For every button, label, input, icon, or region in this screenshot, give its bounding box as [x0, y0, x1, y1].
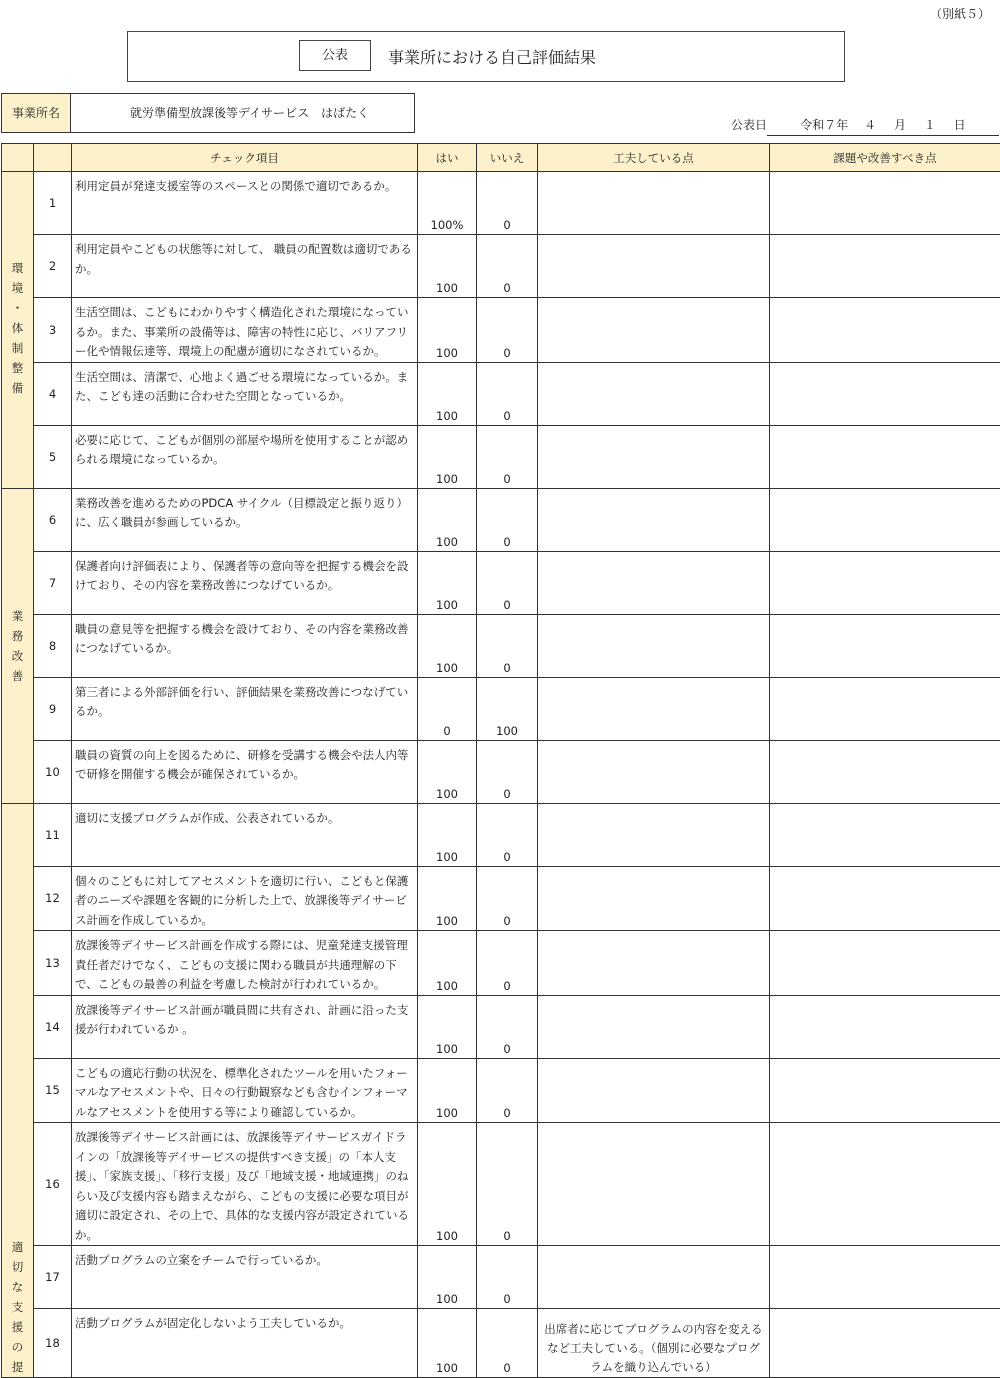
table-row	[2, 1309, 1000, 1378]
row-number: 5	[34, 425, 72, 488]
effort-cell	[538, 1246, 770, 1309]
yes-count: 100	[418, 1123, 477, 1246]
table-row	[2, 614, 1000, 677]
issue-cell	[770, 1309, 1000, 1378]
no-count: 0	[477, 235, 538, 298]
yes-count: 100	[418, 1058, 477, 1123]
table-row	[2, 235, 1000, 298]
category-char: 善	[2, 666, 33, 686]
category-char: 改	[2, 646, 33, 666]
header-effort: 工夫している点	[538, 144, 770, 172]
no-count: 0	[477, 803, 538, 866]
yes-count: 100	[418, 425, 477, 488]
office-name-value: 就労準備型放課後等デイサービス はばたく	[71, 94, 414, 132]
check-item-text: 放課後等デイサービス計画が職員間に共有され、計画に沿った支援が行われているか 。	[72, 995, 418, 1058]
header-number	[34, 144, 72, 172]
issue-cell	[770, 362, 1000, 425]
category-char: な	[2, 1277, 33, 1297]
issue-cell	[770, 866, 1000, 931]
no-count: 0	[477, 551, 538, 614]
check-item-text: 職員の資質の向上を図るために、研修を受講する機会や法人内等で研修を開催する機会が確保されているか。	[72, 740, 418, 803]
yes-count: 100	[418, 488, 477, 551]
publication-date	[767, 116, 999, 136]
effort-cell	[538, 488, 770, 551]
row-number: 7	[34, 551, 72, 614]
issue-cell	[770, 677, 1000, 740]
publication-badge: 公表	[299, 40, 371, 71]
yes-count: 100	[418, 931, 477, 996]
effort-cell	[538, 1123, 770, 1246]
yes-count: 100	[418, 995, 477, 1058]
row-number: 9	[34, 677, 72, 740]
issue-cell	[770, 1123, 1000, 1246]
yes-count: 100	[418, 614, 477, 677]
table-row	[2, 551, 1000, 614]
issue-cell	[770, 1058, 1000, 1123]
row-number: 8	[34, 614, 72, 677]
issue-cell	[770, 1246, 1000, 1309]
check-item-text: 第三者による外部評価を行い、評価結果を業務改善につなげているか。	[72, 677, 418, 740]
no-count: 0	[477, 1309, 538, 1378]
yes-count: 100	[418, 551, 477, 614]
effort-cell	[538, 995, 770, 1058]
effort-cell	[538, 866, 770, 931]
category-cell	[2, 488, 34, 803]
evaluation-table	[1, 143, 1000, 1378]
table-row	[2, 740, 1000, 803]
no-count: 0	[477, 172, 538, 235]
category-char: 業	[2, 606, 33, 626]
effort-cell	[538, 425, 770, 488]
table-body	[2, 172, 1000, 1378]
no-count: 0	[477, 1246, 538, 1309]
check-item-text: 保護者向け評価表により、保護者等の意向等を把握する機会を設けており、その内容を業務改善につなげているか。	[72, 551, 418, 614]
table-row	[2, 995, 1000, 1058]
table-row	[2, 1058, 1000, 1123]
check-item-text: 利用定員やこどもの状態等に対して、 職員の配置数は適切であるか。	[72, 235, 418, 298]
no-count: 0	[477, 298, 538, 363]
issue-cell	[770, 298, 1000, 363]
category-char: の	[2, 1337, 33, 1357]
table-row	[2, 298, 1000, 363]
effort-cell	[538, 362, 770, 425]
check-item-text: 生活空間は、こどもにわかりやすく構造化された環境になっているか。また、事業所の設備等は、障害の特性に応じ、バリアフリー化や情報伝達等、環境上の配慮が適切になされているか。	[72, 298, 418, 363]
header-yes: はい	[418, 144, 477, 172]
table-row	[2, 677, 1000, 740]
no-count: 0	[477, 995, 538, 1058]
publication-day-unit: 日	[954, 116, 966, 133]
table-row	[2, 488, 1000, 551]
no-count: 0	[477, 425, 538, 488]
row-number: 10	[34, 740, 72, 803]
check-item-text: 放課後等デイサービス計画には、放課後等デイサービスガイドラインの「放課後等デイサービスの提供すべき支援」の「本人支援」、「家族支援」、「移行支援」及び「地域支援・地域連携」のねらい及び支援内容も踏まえながら、こどもの支援に必要な項目が適切に設定され、その上で、具体的な支援内容が設定されているか。	[72, 1123, 418, 1246]
issue-cell	[770, 931, 1000, 996]
table-row	[2, 1246, 1000, 1309]
yes-count: 0	[418, 677, 477, 740]
row-number: 13	[34, 931, 72, 996]
yes-count: 100	[418, 1309, 477, 1378]
row-number: 16	[34, 1123, 72, 1246]
check-item-text: 放課後等デイサービス計画を作成する際には、児童発達支援管理責任者だけでなく、こどもの支援に関わる職員が共通理解の下で、こどもの最善の利益を考慮した検討が行われているか。	[72, 931, 418, 996]
yes-count: 100	[418, 866, 477, 931]
no-count: 0	[477, 362, 538, 425]
yes-count: 100	[418, 740, 477, 803]
annex-label: （別紙５）	[930, 5, 990, 22]
category-char: 援	[2, 1317, 33, 1337]
effort-cell	[538, 740, 770, 803]
table-row	[2, 172, 1000, 235]
table-row	[2, 1123, 1000, 1246]
issue-cell	[770, 614, 1000, 677]
yes-count: 100	[418, 362, 477, 425]
check-item-text: 業務改善を進めるためのPDCA サイクル（目標設定と振り返り）に、広く職員が参画しているか。	[72, 488, 418, 551]
check-item-text: 利用定員が発達支援室等のスペースとの関係で適切であるか。	[72, 172, 418, 235]
table-header-row	[2, 144, 1000, 172]
category-char: 適	[2, 1237, 33, 1257]
effort-cell	[538, 803, 770, 866]
header-issues: 課題や改善すべき点	[770, 144, 1000, 172]
no-count: 0	[477, 488, 538, 551]
publication-date-label: 公表日	[731, 116, 767, 133]
publication-era-year: 令和７年	[800, 116, 848, 133]
check-item-text: 個々のこどもに対してアセスメントを適切に行い、こどもと保護者のニーズや課題を客観的に分析した上で、放課後等デイサービス計画を作成しているか。	[72, 866, 418, 931]
category-char: 切	[2, 1257, 33, 1277]
row-number: 15	[34, 1058, 72, 1123]
issue-cell	[770, 488, 1000, 551]
check-item-text: 活動プログラムの立案をチームで行っているか。	[72, 1246, 418, 1309]
yes-count: 100	[418, 803, 477, 866]
publication-day: １	[924, 116, 936, 133]
row-number: 1	[34, 172, 72, 235]
no-count: 0	[477, 1123, 538, 1246]
check-item-text: 生活空間は、清潔で、心地よく過ごせる環境になっているか。また、こども達の活動に合わせた空間となっているか。	[72, 362, 418, 425]
category-char: 整	[2, 358, 33, 378]
yes-count: 100	[418, 1246, 477, 1309]
page-title: 事業所における自己評価結果	[388, 45, 596, 68]
check-item-text: 必要に応じて、こどもが個別の部屋や場所を使用することが認められる環境になっているか。	[72, 425, 418, 488]
issue-cell	[770, 235, 1000, 298]
table-row	[2, 425, 1000, 488]
header-no: いいえ	[477, 144, 538, 172]
header-category	[2, 144, 34, 172]
category-char: 備	[2, 378, 33, 398]
effort-cell	[538, 1058, 770, 1123]
category-char: 務	[2, 626, 33, 646]
effort-cell	[538, 551, 770, 614]
table-row	[2, 866, 1000, 931]
issue-cell	[770, 551, 1000, 614]
yes-count: 100	[418, 298, 477, 363]
issue-cell	[770, 995, 1000, 1058]
effort-cell	[538, 614, 770, 677]
row-number: 6	[34, 488, 72, 551]
category-char: 制	[2, 338, 33, 358]
yes-count: 100	[418, 235, 477, 298]
row-number: 3	[34, 298, 72, 363]
row-number: 17	[34, 1246, 72, 1309]
title-box	[127, 31, 845, 82]
publication-month-unit: 月	[894, 116, 906, 133]
effort-cell	[538, 931, 770, 996]
no-count: 100	[477, 677, 538, 740]
category-char: ・	[2, 298, 33, 318]
no-count: 0	[477, 931, 538, 996]
no-count: 0	[477, 740, 538, 803]
check-item-text: 職員の意見等を把握する機会を設けており、その内容を業務改善につなげているか。	[72, 614, 418, 677]
office-name-label: 事業所名	[2, 94, 71, 132]
effort-cell	[538, 172, 770, 235]
row-number: 14	[34, 995, 72, 1058]
row-number: 4	[34, 362, 72, 425]
row-number: 11	[34, 803, 72, 866]
header-check-item: チェック項目	[72, 144, 418, 172]
effort-cell	[538, 677, 770, 740]
check-item-text: こどもの適応行動の状況を、標準化されたツールを用いたフォーマルなアセスメントや、日々の行動観察なども含むインフォーマルなアセスメントを使用する等により確認しているか。	[72, 1058, 418, 1123]
issue-cell	[770, 803, 1000, 866]
row-number: 2	[34, 235, 72, 298]
issue-cell	[770, 740, 1000, 803]
effort-cell: 出席者に応じてプログラムの内容を変えるなど工夫している。（個別に必要なプログラムを織り込んでいる）	[538, 1309, 770, 1378]
no-count: 0	[477, 866, 538, 931]
row-number: 18	[34, 1309, 72, 1378]
no-count: 0	[477, 1058, 538, 1123]
effort-cell	[538, 235, 770, 298]
category-char: 境	[2, 278, 33, 298]
category-char: 支	[2, 1297, 33, 1317]
row-number: 12	[34, 866, 72, 931]
category-char: 環	[2, 258, 33, 278]
check-item-text: 適切に支援プログラムが作成、公表されているか。	[72, 803, 418, 866]
table-row	[2, 362, 1000, 425]
issue-cell	[770, 425, 1000, 488]
category-cell	[2, 172, 34, 489]
no-count: 0	[477, 614, 538, 677]
publication-month: ４	[864, 116, 876, 133]
table-row	[2, 803, 1000, 866]
category-char: 体	[2, 318, 33, 338]
yes-count: 100%	[418, 172, 477, 235]
category-cell	[2, 803, 34, 1378]
effort-cell	[538, 298, 770, 363]
table-row	[2, 931, 1000, 996]
check-item-text: 活動プログラムが固定化しないよう工夫しているか。	[72, 1309, 418, 1378]
office-name-box	[1, 93, 415, 133]
issue-cell	[770, 172, 1000, 235]
category-char: 提	[2, 1357, 33, 1377]
